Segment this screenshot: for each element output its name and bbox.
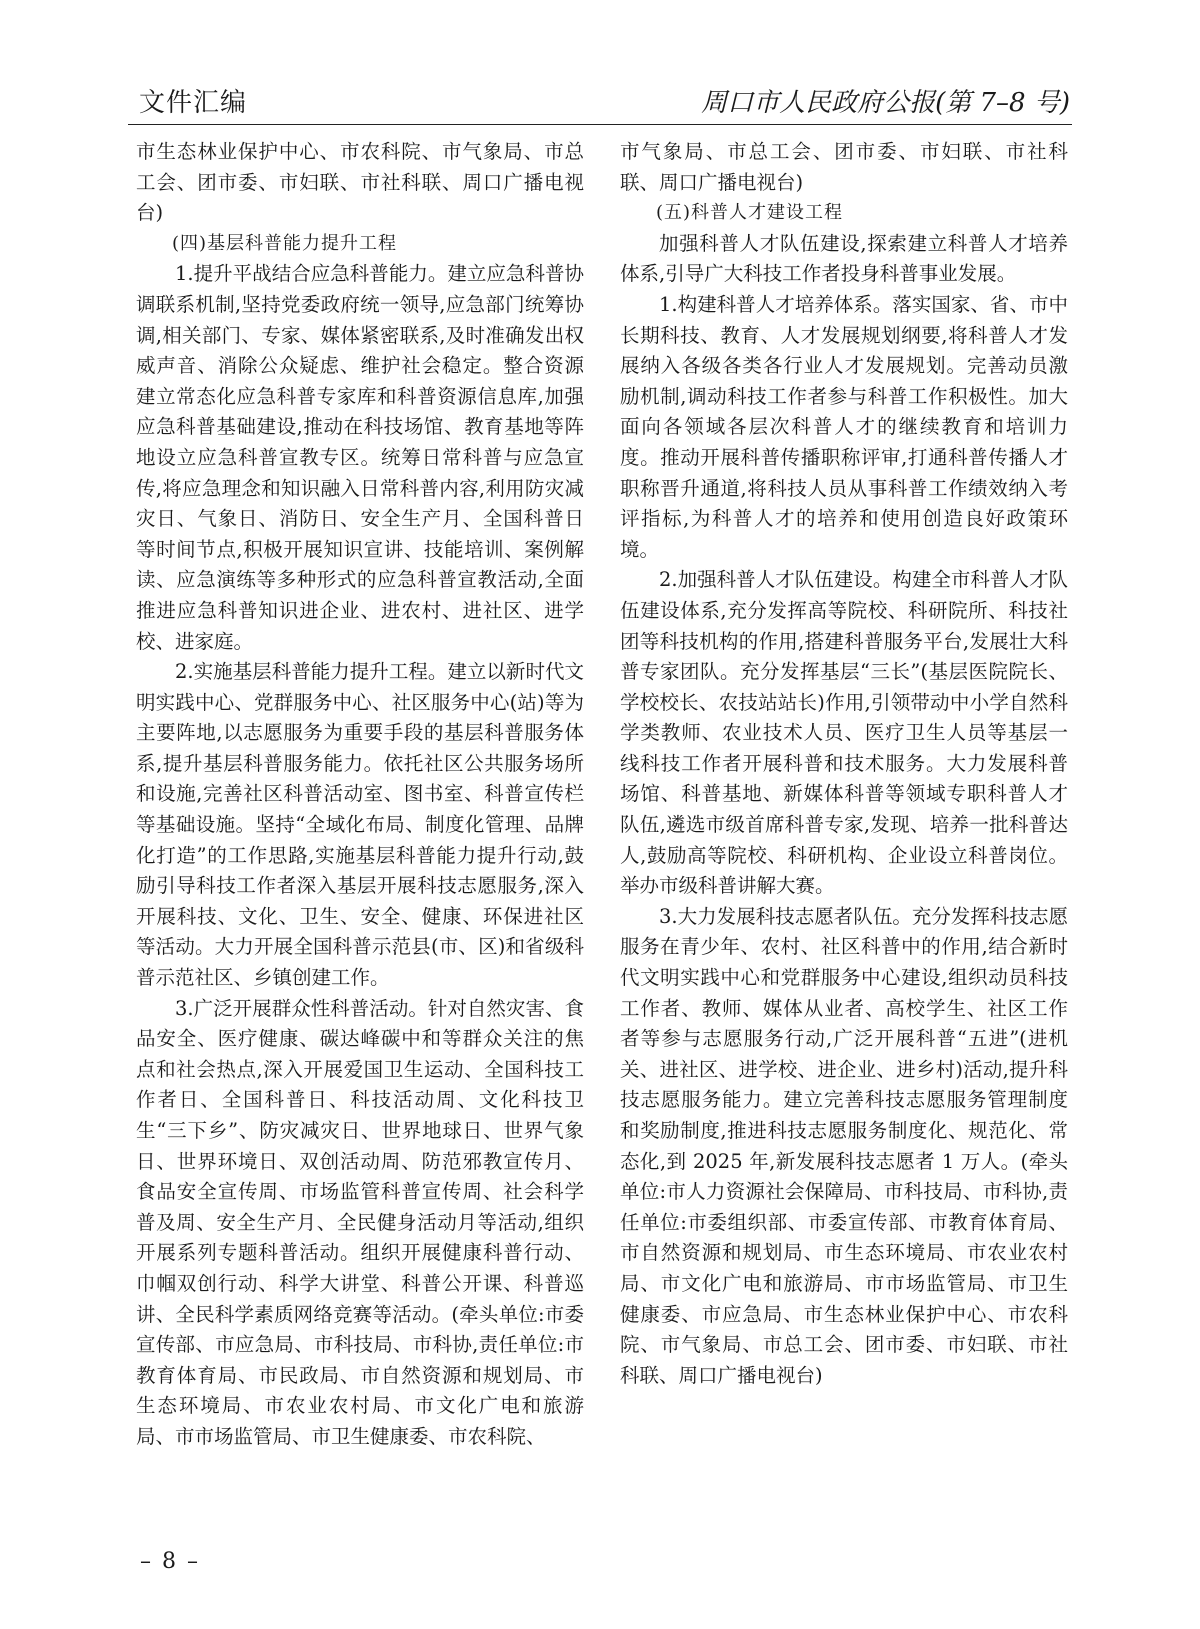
right-column (620, 137, 1068, 1532)
header-publication-title: 周口市人民政府公报(第 7–8 号) (701, 88, 1070, 118)
header-section-title: 文件汇编 (139, 88, 248, 118)
section-heading-5: (五)科普人才建设工程 (656, 202, 844, 224)
left-column (136, 137, 584, 1532)
header-divider (128, 124, 1072, 125)
paragraph: 2.实施基层科普能力提升工程。建立以新时代文明实践中心、党群服务中心、社区服务中心(站)等为主要阵地,以志愿服务为重要手段的基层科普服务体系,提升基层科普服务能力。依托社区公共服务场所和设施,完善社区科普活动室、图书室、科普宣传栏等基础设施。坚持“全域化布局、制度化管理、品牌化打造”的工作思路,实施基层科普能力提升行动,鼓励引导科技工作者深入基层开展科技志愿服务,深入开展科技、文化、卫生、安全、健康、环保进社区等活动。大力开展全国科普示范县(市、区)和省级科普示范社区、乡镇创建工作。 (136, 660, 584, 990)
paragraph: 3.广泛开展群众性科普活动。针对自然灾害、食品安全、医疗健康、碳达峰碳中和等群众关注的焦点和社会热点,深入开展爱国卫生运动、全国科技工作者日、全国科普日、科技活动周、文化科技卫生“三下乡”、防灾减灾日、世界地球日、世界气象日、世界环境日、双创活动周、防范邪教宣传月、食品安全宣传周、市场监管科普宣传周、社会科学普及周、安全生产月、全民健身活动月等活动,组织开展系列专题科普活动。组织开展健康科普行动、巾帼双创行动、科学大讲堂、科普公开课、科普巡讲、全民科学素质网络竞赛等活动。(牵头单位:市委宣传部、市应急局、市科技局、市科协,责任单位:市教育体育局、市民政局、市自然资源和规划局、市生态环境局、市农业农村局、市文化广电和旅游局、市市场监管局、市卫生健康委、市农科院、 (136, 996, 584, 1448)
paragraph-continuation: 市气象局、市总工会、团市委、市妇联、市社科联、周口广播电视台) (620, 140, 1068, 194)
paragraph-continuation: 市生态林业保护中心、市农科院、市气象局、市总工会、团市委、市妇联、市社科联、周口广播电视台) (136, 140, 584, 225)
paragraph: 2.加强科普人才队伍建设。构建全市科普人才队伍建设体系,充分发挥高等院校、科研院所、科技社团等科技机构的作用,搭建科普服务平台,发展壮大科普专家团队。充分发挥基层“三长”(基层医院院长、学校校长、农技站站长)作用,引领带动中小学自然科学类教师、农业技术人员、医疗卫生人员等基层一线科技工作者开展科普和技术服务。大力发展科普场馆、科普基地、新媒体科普等领域专职科普人才队伍,遴选市级首席科普专家,发现、培养一批科普达人,鼓励高等院校、科研机构、企业设立科普岗位。举办市级科普讲解大赛。 (620, 568, 1068, 898)
paragraph: 1.提升平战结合应急科普能力。建立应急科普协调联系机制,坚持党委政府统一领导,应急部门统筹协调,相关部门、专家、媒体紧密联系,及时准确发出权威声音、消除公众疑虑、维护社会稳定。整合资源建立常态化应急科普专家库和科普资源信息库,加强应急科普基础建设,推动在科技场馆、教育基地等阵地设立应急科普宣教专区。统筹日常科普与应急宣传,将应急理念和知识融入日常科普内容,利用防灾减灾日、气象日、消防日、安全生产月、全国科普日等时间节点,积极开展知识宣讲、技能培训、案例解读、应急演练等多种形式的应急科普宣教活动,全面推进应急科普知识进企业、进农村、进社区、进学校、进家庭。 (136, 262, 584, 653)
page-number: – 8 – (140, 1549, 200, 1574)
paragraph: 3.大力发展科技志愿者队伍。充分发挥科技志愿服务在青少年、农村、社区科普中的作用,结合新时代文明实践中心和党群服务中心建设,组织动员科技工作者、教师、媒体从业者、高校学生、社区工作者等参与志愿服务行动,广泛开展科普“五进”(进机关、进社区、进学校、进企业、进乡村)活动,提升科技志愿服务能力。建立完善科技志愿服务管理制度和奖励制度,推进科技志愿服务制度化、规范化、常态化,到 2025 年,新发展科技志愿者 1 万人。(牵头单位:市人力资源社会保障局、市科技局、市科协,责任单位:市委组织部、市委宣传部、市教育体育局、市自然资源和规划局、市生态环境局、市农业农村局、市文化广电和旅游局、市市场监管局、市卫生健康委、市应急局、市生态林业保护中心、市农科院、市气象局、市总工会、团市委、市妇联、市社科联、周口广播电视台) (620, 904, 1068, 1387)
section-heading-4: (四)基层科普能力提升工程 (172, 232, 398, 254)
paragraph: 1.构建科普人才培养体系。落实国家、省、市中长期科技、教育、人才发展规划纲要,将科普人才发展纳入各级各类各行业人才发展规划。完善动员激励机制,调动科技工作者参与科普工作积极性。加大面向各领域各层次科普人才的继续教育和培训力度。推动开展科普传播职称评审,打通科普传播人才职称晋升通道,将科技人员从事科普工作绩效纳入考评指标,为科普人才的培养和使用创造良好政策环境。 (620, 292, 1068, 561)
paragraph: 加强科普人才队伍建设,探索建立科普人才培养体系,引导广大科技工作者投身科普事业发展。 (620, 231, 1068, 286)
